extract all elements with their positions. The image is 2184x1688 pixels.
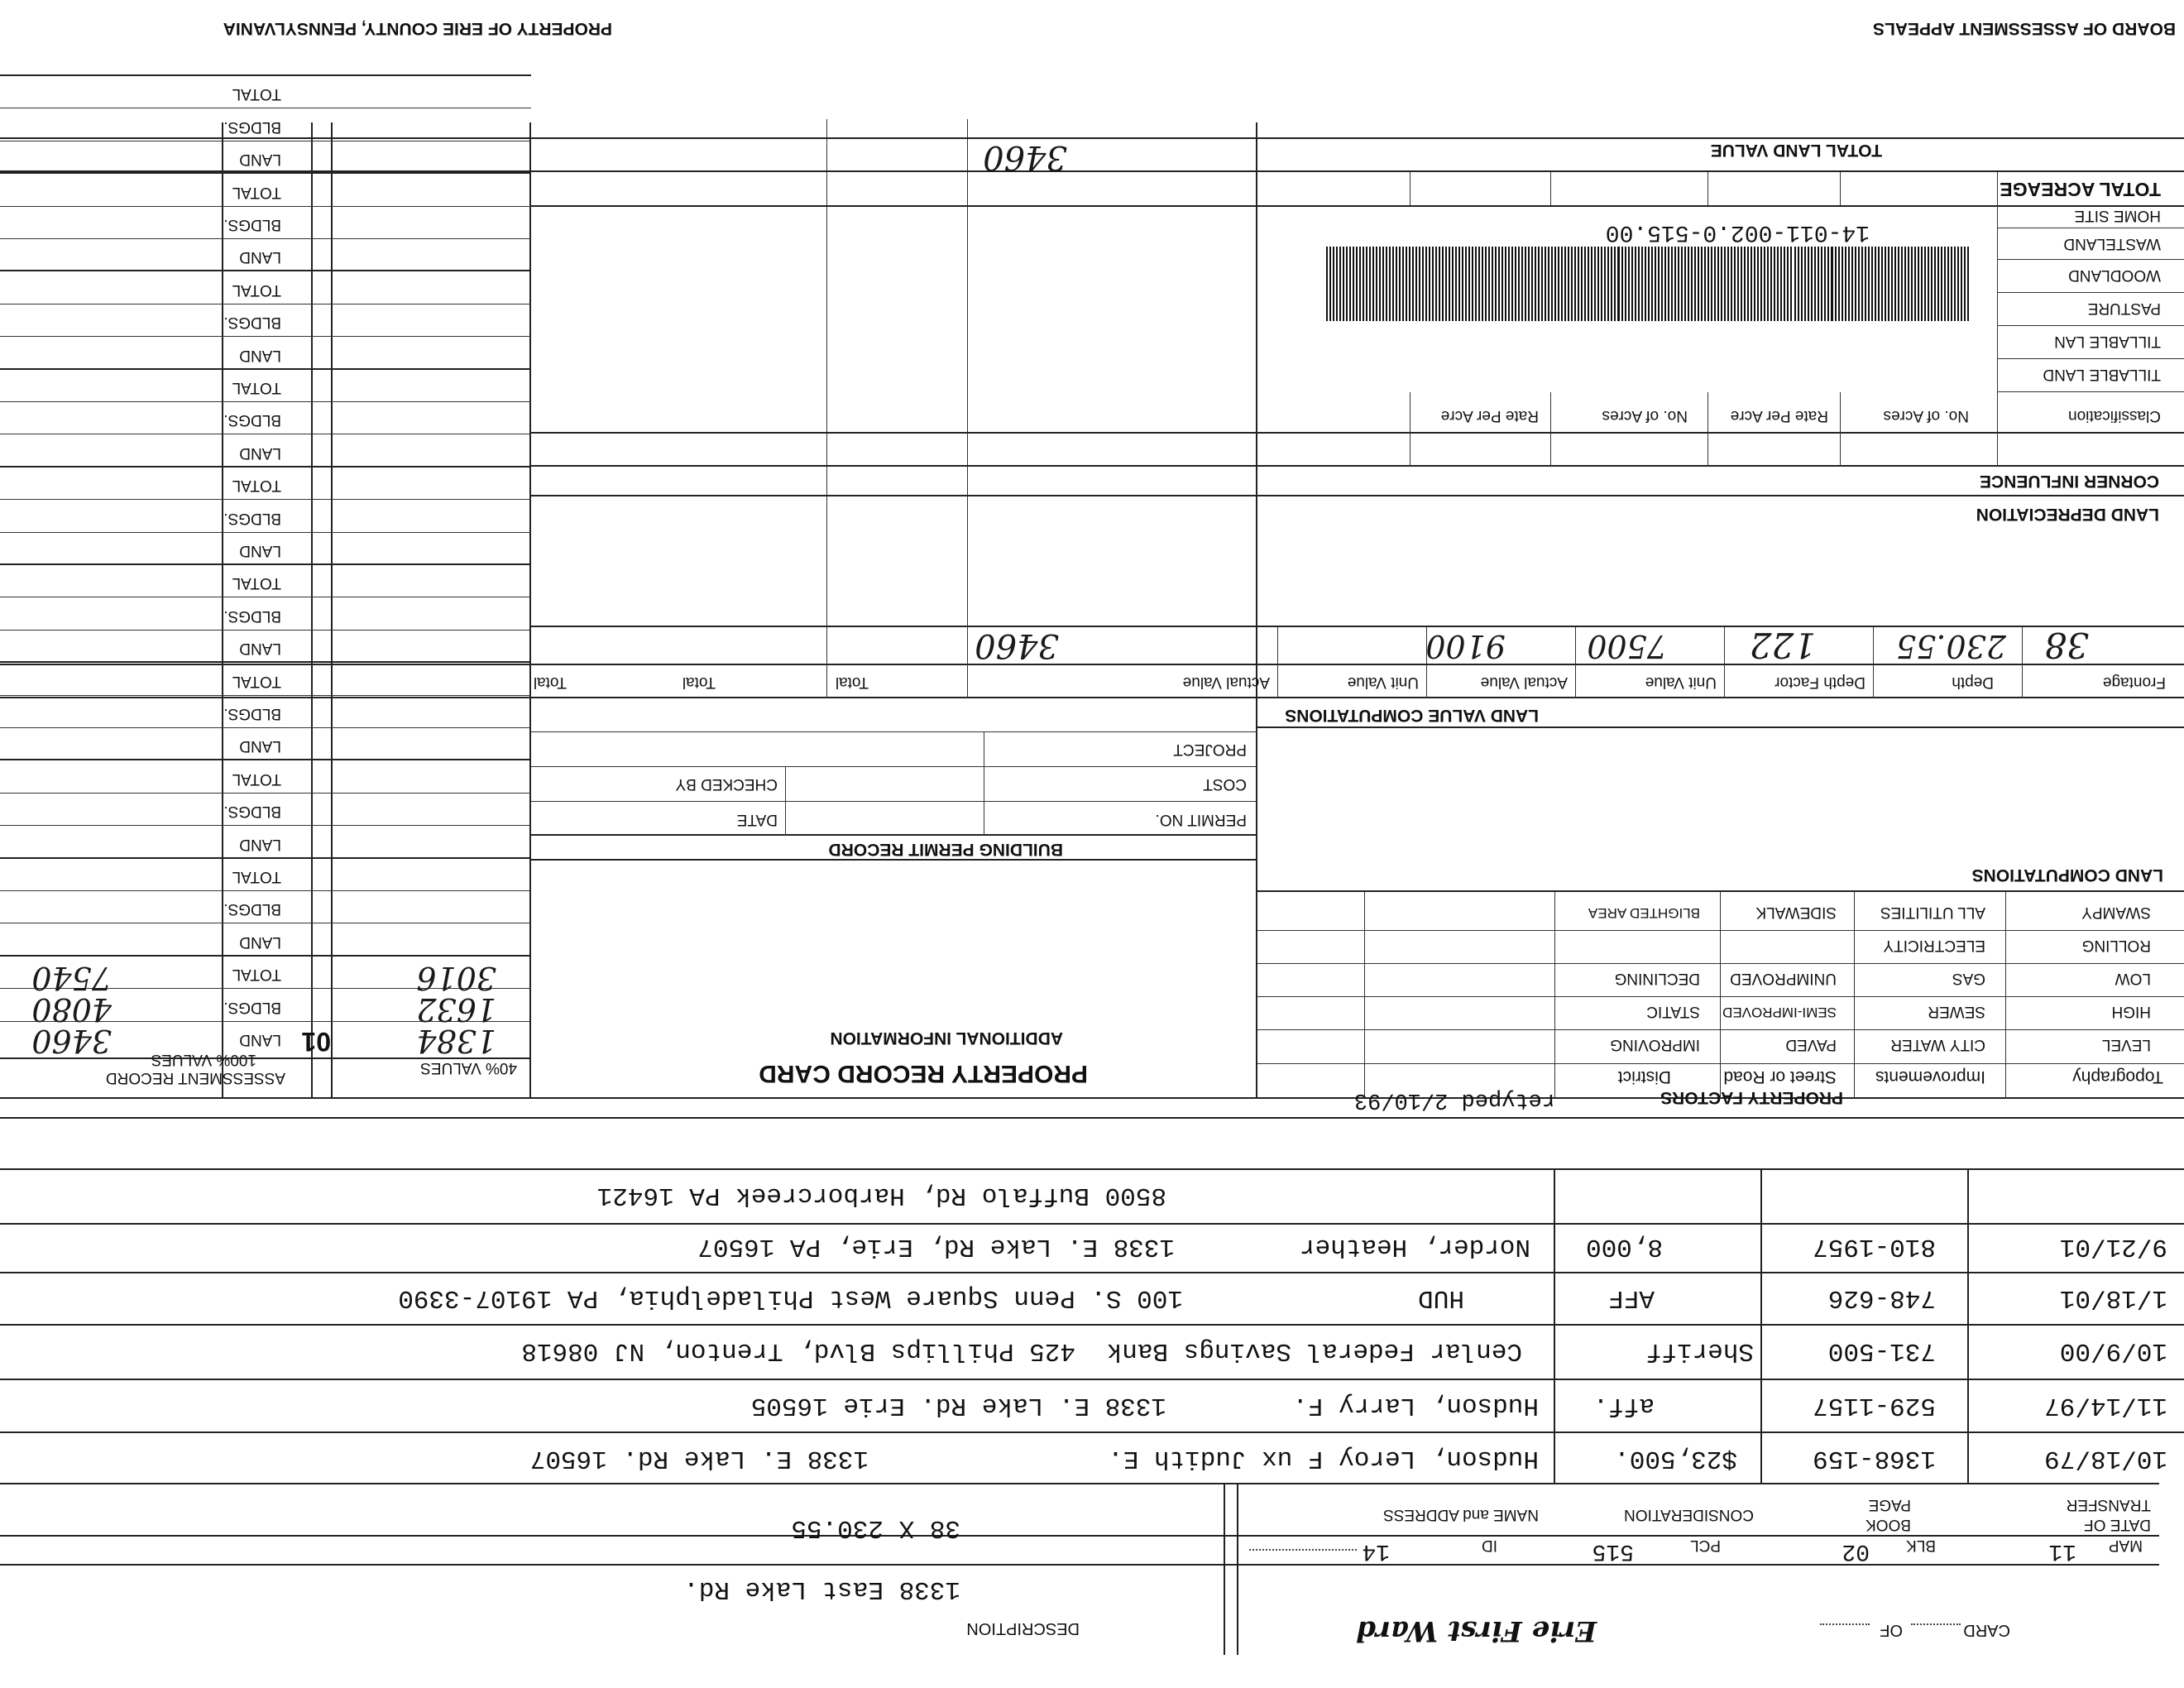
topography-header: Topography bbox=[2072, 1067, 2163, 1086]
acreage-row: PASTURE bbox=[2087, 300, 2161, 317]
district-declining: DECLINING bbox=[1614, 970, 1700, 987]
board-header: BOARD OF ASSESSMENT APPEALS bbox=[1873, 19, 2176, 38]
assessment-row-label: TOTAL bbox=[232, 183, 281, 201]
improvements-header: Improvements bbox=[1875, 1067, 1985, 1086]
transfer-consideration: Sheriff bbox=[1645, 1336, 1754, 1365]
corner-influence: CORNER INFLUENCE bbox=[1979, 472, 2159, 491]
forty-total: 3016 bbox=[416, 960, 496, 996]
divider bbox=[0, 304, 531, 305]
divider bbox=[0, 727, 531, 728]
assessment-row-label: LAND bbox=[239, 542, 281, 559]
permit-project-label: PROJECT bbox=[1173, 741, 1247, 758]
assessment-record-label: ASSESSMENT RECORD bbox=[105, 1069, 285, 1086]
assessment-row-label: LAND bbox=[239, 151, 281, 169]
land-depreciation: LAND DEPRECIATION bbox=[1976, 505, 2159, 524]
transfer-name: HUD bbox=[1418, 1283, 1464, 1312]
divider bbox=[0, 368, 531, 370]
divider bbox=[0, 532, 531, 533]
topography-swampy: SWAMPY bbox=[2081, 904, 2151, 921]
transfer-name: Hudson, Leroy F ux Judith E. bbox=[1108, 1444, 1539, 1473]
transfer-date: 10/9/00 bbox=[2059, 1336, 2167, 1365]
transfer-address: 100 S. Penn Square West Philadelphia, PA 19107-3390 bbox=[398, 1283, 1183, 1312]
lvc-depth-factor: 122 bbox=[1749, 625, 1816, 665]
assessment-row-label: TOTAL bbox=[232, 966, 281, 984]
assessment-row-label: BLDGS. bbox=[223, 216, 281, 233]
transfer-book: 810-1957 bbox=[1813, 1232, 1936, 1261]
transfer-date: 11/14/97 bbox=[2044, 1391, 2167, 1420]
total-land-value: 3460 bbox=[983, 138, 1067, 176]
date-header-1: DATE OF bbox=[2084, 1516, 2151, 1533]
transfer-address: 425 Phillips Blvd, Trenton, NJ 08618 bbox=[521, 1336, 1075, 1365]
lvc-header-total-2: Total bbox=[682, 674, 716, 691]
district-header: District bbox=[1617, 1067, 1671, 1086]
divider bbox=[0, 857, 531, 859]
divider bbox=[0, 336, 531, 337]
assessment-row-label: LAND bbox=[239, 640, 281, 658]
assessment-row-label: LAND bbox=[239, 1031, 281, 1048]
assessment-row-label: TOTAL bbox=[232, 281, 281, 299]
divider bbox=[0, 499, 531, 500]
transfer-date: 1/18/01 bbox=[2059, 1283, 2167, 1312]
topography-high: HIGH bbox=[2111, 1003, 2151, 1020]
topography-rolling: ROLLING bbox=[2081, 937, 2151, 954]
assessment-row-label: LAND bbox=[239, 737, 281, 755]
hundred-bldgs: 4080 bbox=[31, 991, 112, 1028]
building-permit-title: BUILDING PERMIT RECORD bbox=[828, 840, 1063, 859]
hundred-land: 3460 bbox=[31, 1023, 112, 1059]
divider bbox=[0, 793, 531, 794]
lvc-header-depth-factor: Depth Factor bbox=[1774, 674, 1866, 691]
assessment-row-label: TOTAL bbox=[232, 672, 281, 690]
transfer-consideration: 8,000 bbox=[1585, 1232, 1663, 1261]
transfer-name: Norder, Heather bbox=[1299, 1232, 1530, 1261]
assessment-row-label: TOTAL bbox=[232, 379, 281, 396]
assessment-row-label: LAND bbox=[239, 444, 281, 462]
id-value: 14 bbox=[1362, 1538, 1390, 1564]
assessment-row-label: BLDGS. bbox=[223, 998, 281, 1016]
hundred-values-label: 100% VALUES bbox=[151, 1051, 256, 1068]
topography-low: LOW bbox=[2115, 970, 2151, 987]
book-header-1: BOOK bbox=[1866, 1516, 1911, 1533]
acreage-header-no-acres-2: No. of Acres bbox=[1602, 407, 1688, 424]
property-factors-title: PROPERTY FACTORS bbox=[1660, 1088, 1843, 1107]
street-sidewalk: SIDEWALK bbox=[1755, 904, 1837, 921]
divider bbox=[0, 270, 531, 271]
divider bbox=[0, 172, 531, 174]
acreage-row: TILLABLE LAN bbox=[2054, 333, 2161, 350]
of-label: OF bbox=[1880, 1621, 1903, 1639]
assessment-row-label: BLDGS. bbox=[223, 607, 281, 625]
assessment-row-label: TOTAL bbox=[232, 85, 281, 103]
assessment-row-label: LAND bbox=[239, 346, 281, 364]
district-blighted-area: BLIGHTED AREA bbox=[1588, 905, 1700, 921]
transfer-date: 9/21/01 bbox=[2059, 1232, 2167, 1261]
transfer-book: 748-626 bbox=[1827, 1283, 1936, 1312]
permit-cost-label: COST bbox=[1203, 775, 1247, 793]
lvc-header-unit-value-2: Unit Value bbox=[1347, 674, 1419, 691]
divider bbox=[0, 890, 531, 891]
street-unimproved: UNIMPROVED bbox=[1730, 970, 1837, 987]
improvement-electricity: ELECTRICITY bbox=[1883, 937, 1985, 954]
assessment-row-label: BLDGS. bbox=[223, 509, 281, 527]
acreage-header-rate-2: Rate Per Acre bbox=[1440, 407, 1539, 424]
lvc-header-actual-value-2: Actual Value bbox=[1182, 674, 1270, 691]
property-record-card-title: PROPERTY RECORD CARD bbox=[759, 1060, 1088, 1087]
transfer-consideration: AFF bbox=[1608, 1283, 1655, 1312]
map-value: 11 bbox=[2048, 1538, 2076, 1564]
divider bbox=[0, 74, 531, 76]
assessment-row-label: LAND bbox=[239, 835, 281, 853]
lvc-header-frontage: Frontage bbox=[2102, 674, 2166, 691]
book-header-2: PAGE bbox=[1868, 1496, 1911, 1513]
divider bbox=[0, 206, 531, 207]
acreage-row: TILLABLE LAND bbox=[2043, 366, 2161, 383]
transfer-consideration: aff. bbox=[1592, 1391, 1655, 1420]
acreage-header-classification: Classification bbox=[2068, 407, 2161, 424]
transfer-book: 1368-159 bbox=[1813, 1444, 1936, 1473]
divider bbox=[0, 825, 531, 826]
lvc-header-total: Total bbox=[835, 674, 869, 691]
assessment-row-label: BLDGS. bbox=[223, 803, 281, 821]
lvc-header-unit-value: Unit Value bbox=[1645, 674, 1717, 691]
lvc-header-actual-value: Actual Value bbox=[1480, 674, 1568, 691]
divider bbox=[0, 695, 531, 696]
additional-information-title: ADDITIONAL INFORMATION bbox=[830, 1029, 1063, 1048]
district-static: STATIC bbox=[1646, 1003, 1700, 1020]
divider bbox=[0, 401, 531, 402]
description-label: DESCRIPTION bbox=[966, 1619, 1080, 1638]
acreage-header-no-acres: No. of Acres bbox=[1883, 407, 1969, 424]
hundred-total: 7540 bbox=[31, 960, 112, 996]
pcl-label: PCL bbox=[1690, 1537, 1721, 1554]
total-land-value-label: TOTAL LAND VALUE bbox=[1710, 141, 1882, 160]
description-line1: 1338 East Lake Rd. bbox=[683, 1575, 960, 1604]
forty-land: 1384 bbox=[416, 1023, 496, 1059]
assessment-row-label: LAND bbox=[239, 933, 281, 951]
transfer-address: 1338 E. Lake Rd. Erie 16505 bbox=[750, 1391, 1166, 1420]
transfer-book: 529-1157 bbox=[1813, 1391, 1936, 1420]
street-semi-improved: SEMI-IMPROVED bbox=[1722, 1005, 1837, 1020]
permit-no-label: PERMIT NO. bbox=[1155, 811, 1247, 828]
street-paved: PAVED bbox=[1785, 1036, 1837, 1053]
divider bbox=[0, 238, 531, 239]
acreage-row: WASTELAND bbox=[2063, 235, 2161, 252]
assessment-row-label: LAND bbox=[239, 248, 281, 266]
assessment-row-label: BLDGS. bbox=[223, 314, 281, 332]
lvc-total: 3460 bbox=[975, 626, 1059, 664]
divider bbox=[0, 630, 531, 631]
county-header: PROPERTY OF ERIE COUNTY, PENNSYLVANIA bbox=[223, 19, 612, 38]
id-label: ID bbox=[1482, 1537, 1497, 1554]
acreage-row: WOODLAND bbox=[2068, 266, 2161, 284]
card-label: CARD bbox=[1963, 1621, 2010, 1639]
improvement-gas: GAS bbox=[1952, 970, 1985, 987]
permit-checked-by-label: CHECKED BY bbox=[675, 775, 778, 793]
date-header-2: TRANSFER bbox=[2066, 1496, 2151, 1513]
transfer-address: 1338 E. Lake Rd, Erie, PA 16507 bbox=[697, 1232, 1175, 1261]
assessment-row-label: BLDGS. bbox=[223, 117, 281, 136]
transfer-address: 1338 E. Lake Rd. 16507 bbox=[529, 1444, 869, 1473]
pcl-value: 515 bbox=[1592, 1538, 1634, 1564]
transfer-name: Hudson, Larry F. bbox=[1292, 1391, 1539, 1420]
assessment-row-label: TOTAL bbox=[232, 868, 281, 885]
lvc-header-depth: Depth bbox=[1952, 674, 1994, 691]
lvc-depth: 230.55 bbox=[1896, 628, 2006, 664]
forty-bldgs: 1632 bbox=[416, 991, 496, 1028]
divider bbox=[0, 955, 531, 957]
map-label: MAP bbox=[2108, 1537, 2143, 1554]
divider bbox=[0, 661, 531, 663]
divider bbox=[0, 466, 531, 468]
description-line2: 38 X 230.55 bbox=[791, 1513, 960, 1542]
divider bbox=[0, 563, 531, 565]
lvc-header-total-3: Total bbox=[533, 674, 567, 691]
lvc-unit-value: 7500 bbox=[1587, 628, 1667, 664]
consideration-header: CONSIDERATION bbox=[1624, 1506, 1754, 1523]
improvement-all-utilities: ALL UTILITIES bbox=[1880, 904, 1985, 921]
transfer-book: 731-500 bbox=[1827, 1336, 1936, 1365]
divider bbox=[0, 759, 531, 760]
year-label: 01 bbox=[301, 1027, 331, 1057]
assessment-row-label: BLDGS. bbox=[223, 900, 281, 918]
transfer-date: 10/18/79 bbox=[2044, 1444, 2167, 1473]
transfer-consideration: $23,500. bbox=[1614, 1444, 1737, 1473]
improvement-city-water: CITY WATER bbox=[1890, 1036, 1985, 1053]
ward-stamp: Erie First Ward bbox=[1356, 1614, 1597, 1647]
assessment-row-label: TOTAL bbox=[232, 574, 281, 592]
improvement-sewer: SEWER bbox=[1928, 1003, 1985, 1020]
land-value-computations-title: LAND VALUE COMPUTATIONS bbox=[1285, 706, 1539, 725]
total-acreage: TOTAL ACREAGE bbox=[2000, 179, 2161, 200]
permit-date-label: DATE bbox=[736, 811, 778, 828]
forty-values-label: 40% VALUES bbox=[420, 1059, 517, 1077]
transfer-name: Cenlar Federal Savings Bank bbox=[1106, 1336, 1522, 1365]
assessment-row-label: BLDGS. bbox=[223, 705, 281, 722]
acreage-header-rate: Rate Per Acre bbox=[1730, 407, 1828, 424]
acreage-row: HOME SITE bbox=[2074, 207, 2161, 224]
assessment-row-label: TOTAL bbox=[232, 477, 281, 495]
lvc-actual-value: 9100 bbox=[1425, 628, 1506, 664]
topography-level: LEVEL bbox=[2101, 1036, 2151, 1053]
blk-label: BLK bbox=[1906, 1537, 1936, 1554]
retyped-note: retyped 2/10/93 bbox=[1353, 1087, 1555, 1112]
assessment-row-label: TOTAL bbox=[232, 770, 281, 788]
blk-value: 02 bbox=[1842, 1538, 1870, 1564]
transfer-address: 8500 Buffalo Rd, Harborcreek PA 16421 bbox=[596, 1181, 1166, 1210]
district-improving: IMPROVING bbox=[1610, 1036, 1700, 1053]
name-header: NAME and ADDRESS bbox=[1383, 1506, 1539, 1523]
land-computations-title: LAND COMPUTATIONS bbox=[1971, 866, 2163, 885]
assessment-row-label: BLDGS. bbox=[223, 411, 281, 429]
street-header: Street or Road bbox=[1723, 1067, 1837, 1086]
lvc-frontage: 38 bbox=[2044, 625, 2089, 665]
barcode-text: 14-011-002.0-515.00 bbox=[1605, 219, 1870, 245]
